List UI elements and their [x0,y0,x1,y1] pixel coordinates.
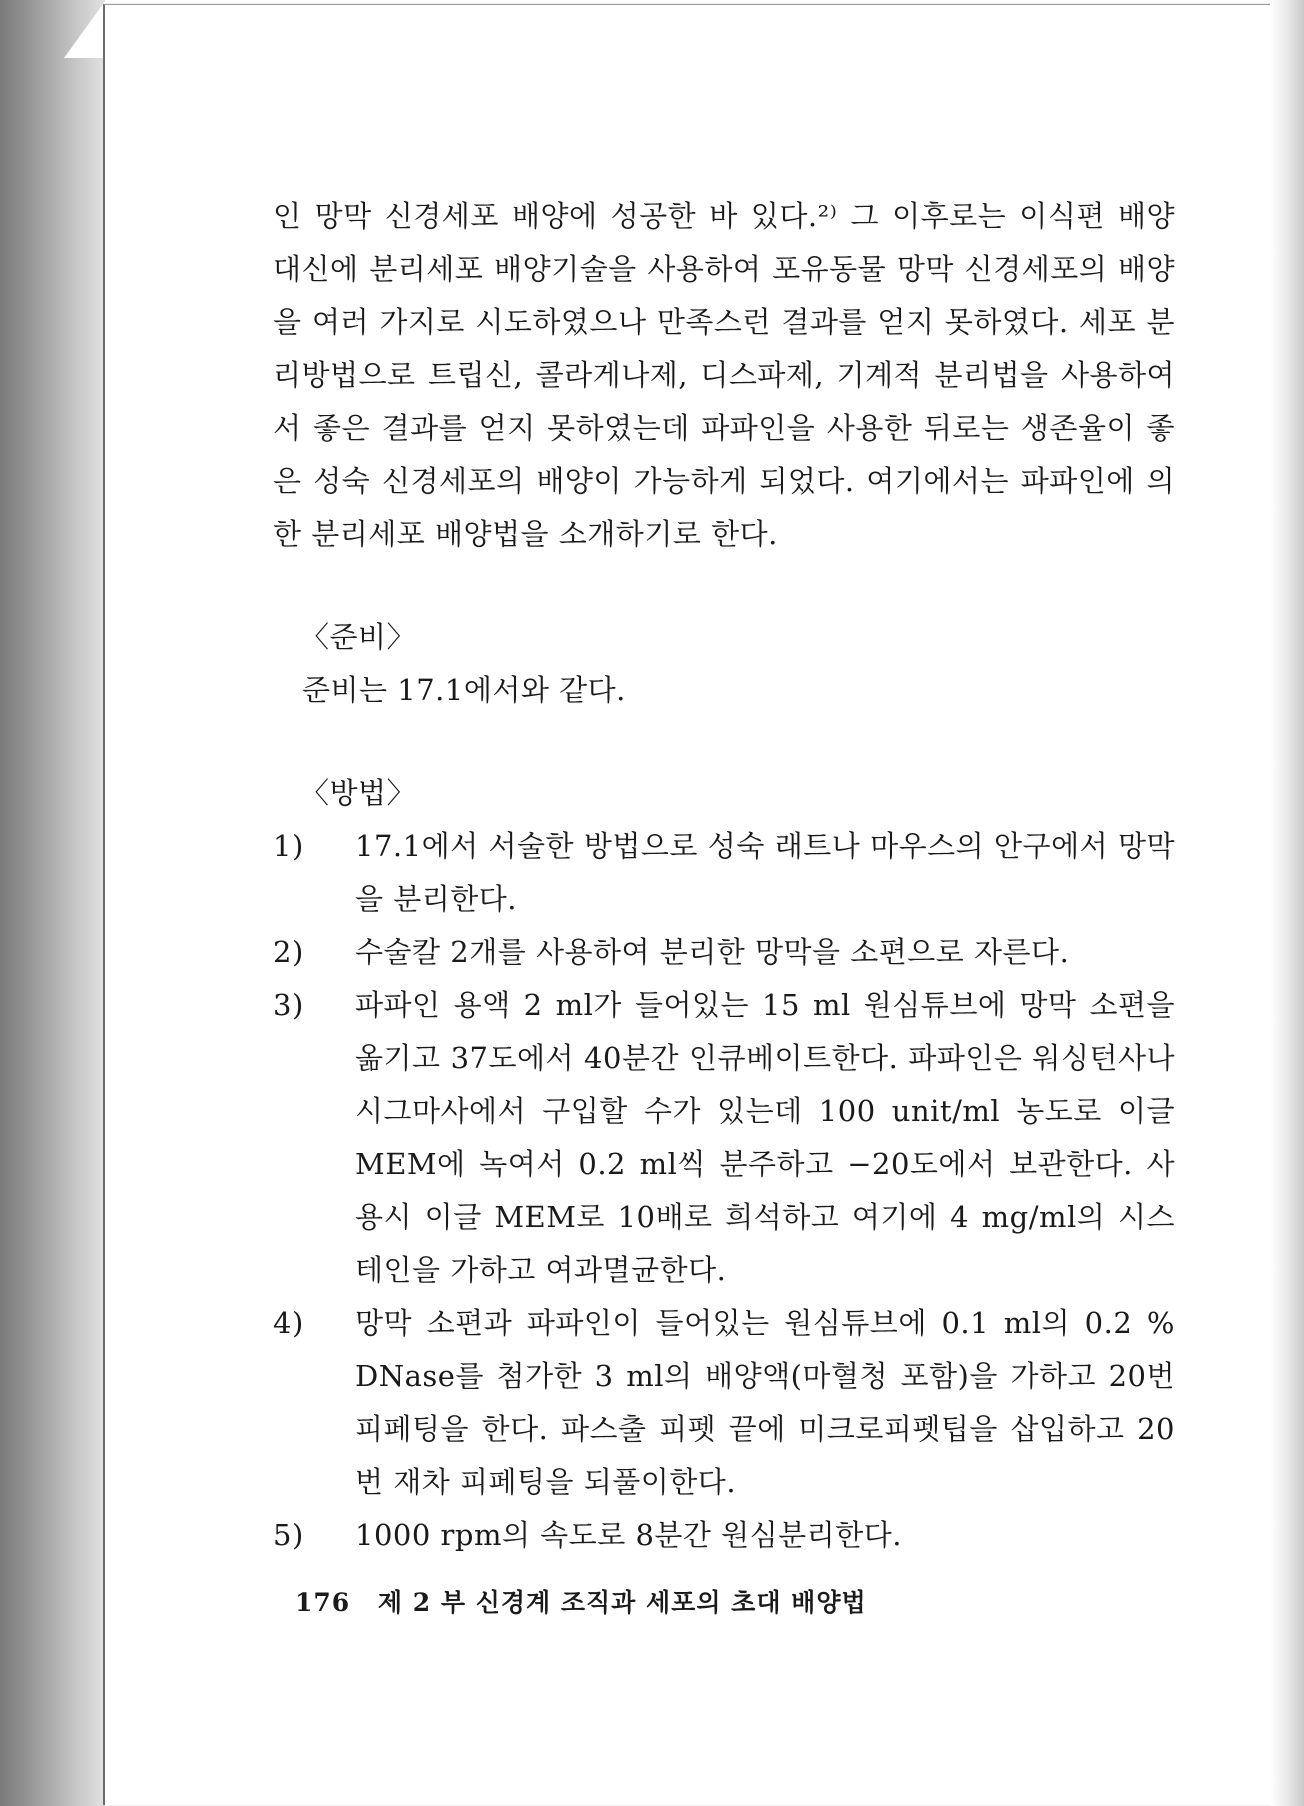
method-step-1 [273,820,1175,926]
running-title: 제 2 부 신경계 조직과 세포의 초대 배양법 [377,1588,867,1617]
step-number: 1) [273,829,304,863]
step-number: 3) [273,988,304,1022]
step-number: 4) [273,1306,304,1340]
method-step-5 [273,1509,1175,1562]
step-number: 2) [273,935,304,969]
step-text: 17.1에서 서술한 방법으로 성숙 래트나 마우스의 안구에서 망막을 분리한다. [355,829,1175,916]
page-number: 176 [295,1588,351,1617]
page-content [273,190,1175,1562]
method-steps [273,820,1175,1562]
page-footer [295,1583,867,1619]
method-step-3 [273,979,1175,1297]
method-heading: 〈방법〉 [300,776,417,810]
step-text: 망막 소편과 파파인이 들어있는 원심튜브에 0.1 ml의 0.2 % DNase를 첨가한 3 ml의 배양액(마혈청 포함)을 가하고 20번 피페팅을 한다. 파스출 피펫 끝에 미크로피펫팁을 삽입하고 20번 재차 피페팅을 되풀이한다. [355,1306,1175,1499]
step-number: 5) [273,1518,304,1552]
book-spine [0,0,105,1806]
intro-paragraph: 인 망막 신경세포 배양에 성공한 바 있다.²⁾ 그 이후로는 이식편 배양 대신에 분리세포 배양기술을 사용하여 포유동물 망막 신경세포의 배양을 여러 가지로 시도하였으나 만족스런 결과를 얻지 못하였다. 세포 분리방법으로 트립신, 콜라게나제, 디스파제, 기계적 분리법을 사용하여서 좋은 결과를 얻지 못하였는데 파파인을 사용한 뒤로는 생존율이 좋은 성숙 신경세포의 배양이 가능하게 되었다. 여기에서는 파파인에 의한 분리세포 배양법을 소개하기로 한다. [273,199,1175,551]
method-step-2 [273,926,1175,979]
step-text: 1000 rpm의 속도로 8분간 원심분리한다. [355,1518,902,1552]
page-edge-shadow [1270,0,1304,1806]
preparation-heading: 〈준비〉 [300,620,417,654]
step-text: 파파인 용액 2 ml가 들어있는 15 ml 원심튜브에 망막 소편을 옮기고 37도에서 40분간 인큐베이트한다. 파파인은 워싱턴사나 시그마사에서 구입할 수가 있는데 100 unit/ml 농도로 이글 MEM에 녹여서 0.2 ml씩 분주하고 −20도에서 보관한다. 사용시 이글 MEM로 10배로 희석하고 여기에 4 mg/ml의 시스테인을 가하고 여과멸균한다. [355,988,1175,1287]
method-step-4 [273,1297,1175,1509]
preparation-text: 준비는 17.1에서와 같다. [302,673,626,707]
step-text: 수술칼 2개를 사용하여 분리한 망막을 소편으로 자른다. [355,935,1070,969]
